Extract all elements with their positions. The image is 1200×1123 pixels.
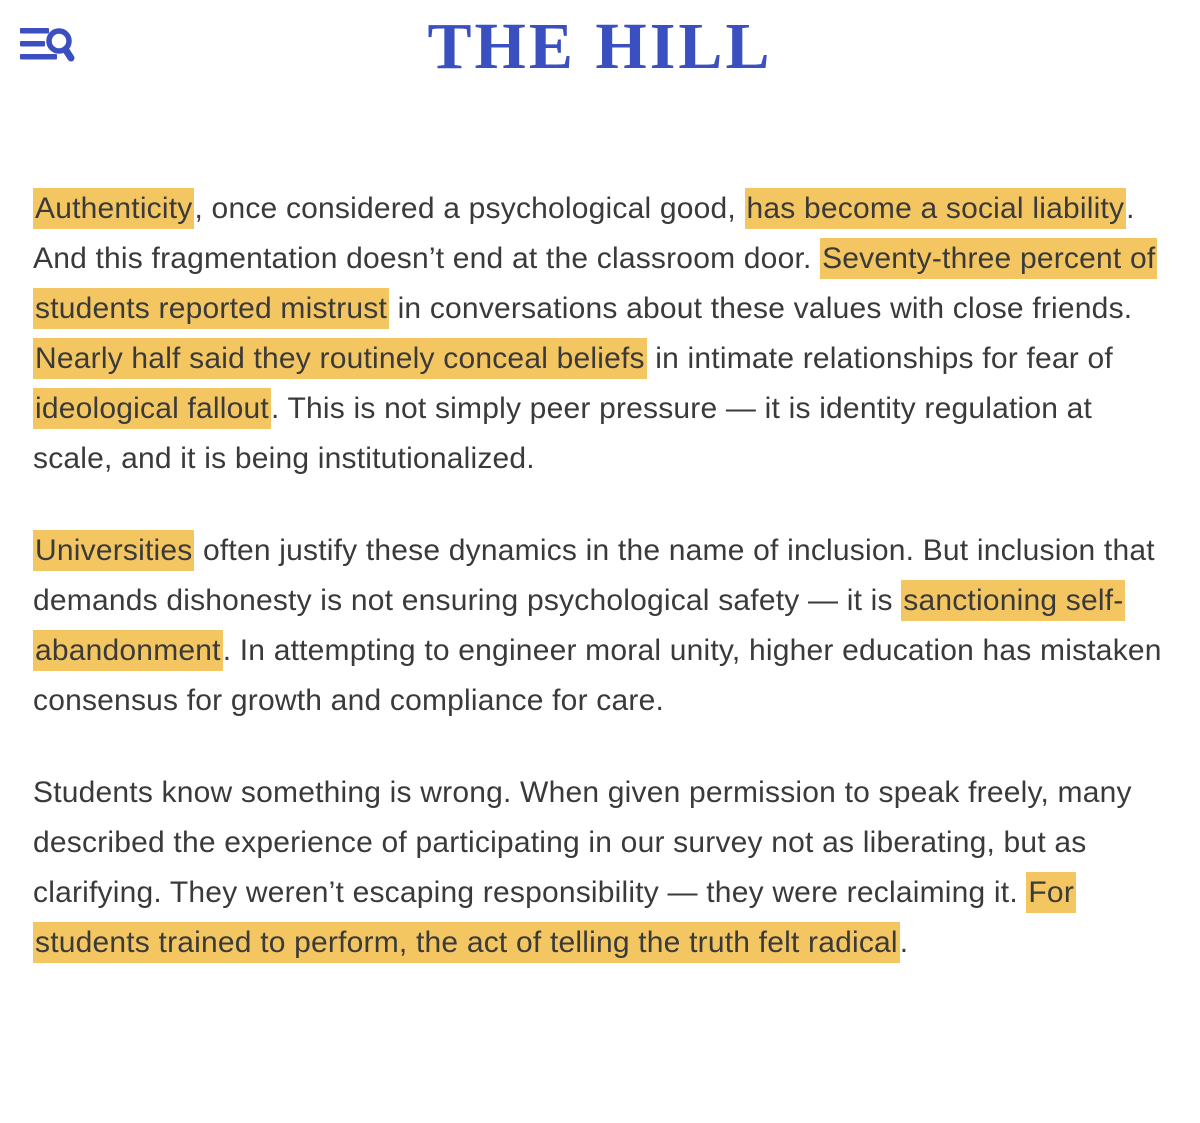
highlighted-text: sanctioning self-abandonment: [33, 580, 1125, 671]
text-segment: , once considered a psychological good,: [194, 192, 745, 225]
paragraph: [33, 526, 1162, 726]
site-logo[interactable]: THE HILL: [427, 10, 773, 83]
site-header: [0, 0, 1200, 100]
menu-search-button[interactable]: [20, 24, 78, 66]
menu-search-icon: [20, 25, 76, 65]
highlighted-text: has become a social liability: [745, 188, 1127, 229]
text-segment: . And this fragmentation doesn’t end at the classroom door.: [33, 192, 1135, 275]
text-segment: . This is not simply peer pressure — it is identity regulation at scale, and it is being institutionalized.: [33, 392, 1093, 475]
highlighted-text: For students trained to perform, the act of telling the truth felt radical: [33, 872, 1076, 963]
text-segment: in conversations about these values with close friends.: [389, 292, 1133, 325]
text-segment: in intimate relationships for fear of: [646, 342, 1113, 375]
highlighted-text: Seventy-three percent of students reported mistrust: [33, 238, 1157, 329]
article-body: [0, 100, 1200, 968]
paragraph: [33, 184, 1162, 484]
text-segment: . In attempting to engineer moral unity, higher education has mistaken consensus for growth and compliance for care.: [33, 634, 1162, 717]
highlighted-text: Universities: [33, 530, 194, 571]
paragraph: [33, 768, 1162, 968]
text-segment: .: [899, 926, 909, 959]
highlighted-text: Nearly half said they routinely conceal beliefs: [33, 338, 647, 379]
text-segment: Students know something is wrong. When given permission to speak freely, many described the experience of participating in our survey not as liberating, but as clarifying. They weren’t escaping responsibility — they were reclaiming it.: [33, 776, 1132, 909]
highlighted-text: ideological fallout: [33, 388, 271, 429]
highlighted-text: Authenticity: [33, 188, 194, 229]
text-segment: often justify these dynamics in the name of inclusion. But inclusion that demands dishonesty is not ensuring psychological safety — it is: [33, 534, 1155, 617]
